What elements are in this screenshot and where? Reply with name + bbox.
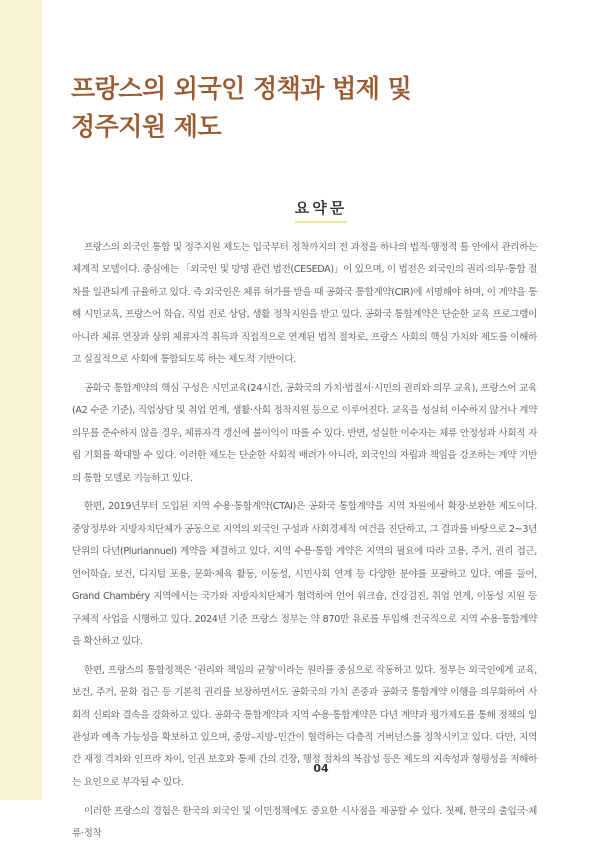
title-line-2: 정주지원 제도 xyxy=(71,112,222,141)
paragraph-1: 프랑스의 외국인 통합 및 정주지원 제도는 입국부터 정착까지의 전 과정을 하나의 법적·행정적 틀 안에서 관리하는 체계적 모델이다. 중심에는 「외국인 및 망명 관련 법전(CESEDA)」이 있으며, 이 법전은 외국인의 권리·의무·통합 절차를 일관되게 규율하고 있다. 즉 외국인은 체류 허가를 받을 때 공화국 통합계약(CIR)에 서명해야 하며, 이 계약을 통해 시민교육, 프랑스어 학습, 직업 진로 상담, 생활 정착지원을 받고 있다. 공화국 통합계약은 단순한 교육 프로그램이 아니라 체류 연장과 상위 체류자격 취득과 직접적으로 연계된 법적 절차로, 프랑스 사회의 핵심 가치와 제도를 이해하고 실질적으로 사회에 통합되도록 하는 제도적 기반이다. xyxy=(72,242,537,366)
page-margin-band xyxy=(0,0,42,800)
paragraph-5: 이러한 프랑스의 경험은 한국의 외국인 및 이민정책에도 중요한 시사점을 제공할 수 있다. 첫째, 한국의 출입국·체류·정착 xyxy=(72,805,537,840)
summary-heading-label: 요약문 xyxy=(295,198,347,223)
paragraph-3: 한편, 2019년부터 도입된 지역 수용·통합계약(CTAI)은 공화국 통합계약을 지역 차원에서 확장·보완한 제도이다. 중앙정부와 지방자치단체가 공동으로 지역의 외국인 구성과 사회경제적 여건을 진단하고, 그 결과를 바탕으로 2~3년 단위의 다년(Pluriannuel) 계약을 체결하고 있다. 지역 수용·통합 계약은 지역의 필요에 따라 고용, 주거, 권리 접근, 언어학습, 보건, 디지털 포용, 문화·체육 활동, 이동성, 시민사회 연계 등 다양한 분야를 포괄하고 있다. 예를 들어, Grand Chambéry 지역에서는 국가와 지방자치단체가 협력하여 언어 워크숍, 건강검진, 취업 연계, 이동성 지원 등 구체적 사업을 시행하고 있다. 2024년 기준 프랑스 정부는 약 870만 유로를 투입해 전국적으로 지역 수용·통합계약을 확산하고 있다. xyxy=(72,501,537,647)
page-number: 04 xyxy=(313,762,329,775)
paragraph-2: 공화국 통합계약의 핵심 구성은 시민교육(24시간, 공화국의 가치·법질서·시민의 권리와 의무 교육), 프랑스어 교육(A2 수준 기준), 직업상담 및 취업 연계, 생활·사회 정착지원 등으로 이루어진다. 교육을 성실히 이수하지 않거나 계약 의무를 준수하지 않을 경우, 체류자격 갱신에 불이익이 따를 수 있다. 반면, 성실한 이수자는 체류 안정성과 사회적 자립 기회를 확대할 수 있다. 이러한 제도는 단순한 사회적 배려가 아니라, 외국인의 자립과 책임을 강조하는 계약 기반의 통합 모델로 기능하고 있다. xyxy=(72,382,537,484)
summary-body xyxy=(72,237,537,852)
section-heading xyxy=(0,198,600,223)
document-title xyxy=(71,70,531,146)
paragraph-4: 한편, 프랑스의 통합정책은 '권리와 책임의 균형'이라는 원리를 중심으로 작동하고 있다. 정부는 외국인에게 교육, 보건, 주거, 문화 접근 등 기본적 권리를 보장하면서도 공화국의 가치 존중과 공화국 통합계약 이행을 의무화하여 사회적 신뢰와 결속을 강화하고 있다. 공화국 통합계약과 지역 수용·통합계약은 다년 계약과 평가제도를 통해 정책의 일관성과 예측 가능성을 확보하고 있으며, 중앙–지방–민간이 협력하는 다층적 거버넌스를 정착시키고 있다. 다만, 지역 간 재정 격차와 인프라 차이, 인권 보호와 통제 간의 긴장, 행정 절차의 복잡성 등은 제도의 지속성과 형평성을 저해하는 요인으로 부각될 수 있다. xyxy=(72,664,537,788)
title-line-1: 프랑스의 외국인 정책과 법제 및 xyxy=(71,74,412,103)
